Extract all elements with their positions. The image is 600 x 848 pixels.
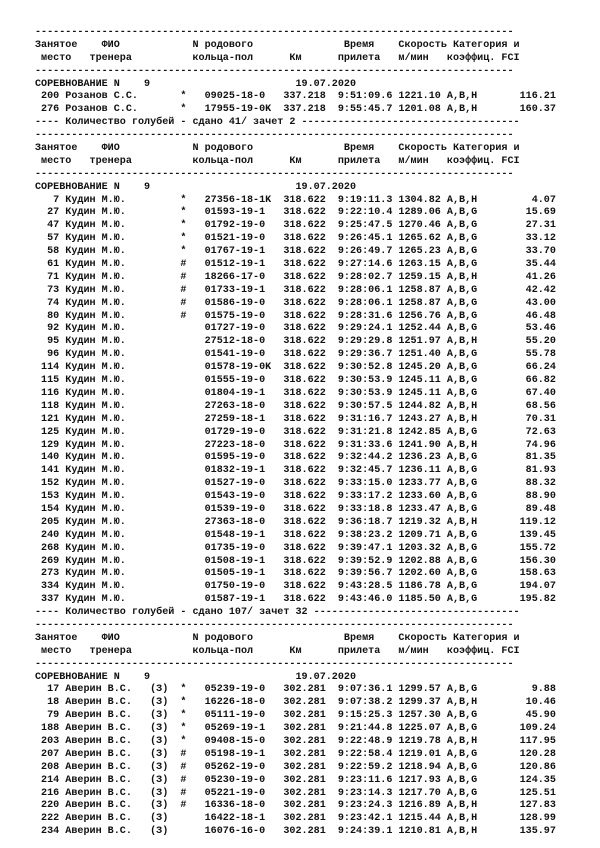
result-row: 47 Кудин М.Ю. * 01792-19-0 318.622 9:25:47.5 1270.46 A,B,G 27.31 (35, 220, 556, 232)
competition-title: СОРЕВНОВАНИЕ N 9 19.07.2020 (35, 181, 357, 193)
section-summary: ---- Количество голубей - сдано 107/ зачет 32 ---------------------------------- (35, 607, 520, 619)
result-row: 27 Кудин М.Ю. * 01593-19-1 318.622 9:22:10.4 1289.06 A,B,G 15.69 (35, 207, 556, 219)
competition-title: СОРЕВНОВАНИЕ N 9 19.07.2020 (35, 671, 357, 683)
result-row: 129 Кудин М.Ю. 27223-18-0 318.622 9:31:33.6 1241.90 A,B,H 74.96 (35, 439, 556, 451)
result-row: 95 Кудин М.Ю. 27512-18-0 318.622 9:29:29.8 1251.97 A,B,H 55.20 (35, 336, 556, 348)
result-row: 273 Кудин М.Ю. 01505-19-1 318.622 9:39:56.7 1202.60 A,B,G 158.63 (35, 568, 556, 580)
result-row: 115 Кудин М.Ю. 01555-19-0 318.622 9:30:53.9 1245.11 A,B,G 66.82 (35, 375, 556, 387)
result-row: 92 Кудин М.Ю. 01727-19-0 318.622 9:29:24.1 1252.44 A,B,G 53.46 (35, 323, 556, 335)
result-row: 222 Аверин В.С. (З) 16422-18-1 302.281 9:23:42.1 1215.44 A,B,H 128.99 (35, 813, 556, 825)
result-row: 116 Кудин М.Ю. 01804-19-1 318.622 9:30:53.9 1245.11 A,B,G 67.40 (35, 387, 556, 399)
result-row: 80 Кудин М.Ю. # 01575-19-0 318.622 9:28:31.6 1256.76 A,B,G 46.48 (35, 310, 556, 322)
header-line-1: Занятое ФИО N родового Время Скорость Категория и (35, 39, 520, 51)
competition-title: СОРЕВНОВАНИЕ N 9 19.07.2020 (35, 78, 357, 90)
result-row: 118 Кудин М.Ю. 27263-18-0 318.622 9:30:57.5 1244.82 A,B,H 68.56 (35, 400, 556, 412)
result-row: 57 Кудин М.Ю. * 01521-19-0 318.622 9:26:45.1 1265.62 A,B,G 33.12 (35, 233, 556, 245)
result-row: 79 Аверин В.С. (З) * 05111-19-0 302.281 9:15:25.3 1257.30 A,B,G 45.90 (35, 710, 556, 722)
result-row: 58 Кудин М.Ю. * 01767-19-1 318.622 9:26:49.7 1265.23 A,B,G 33.70 (35, 246, 556, 258)
header-rule-bottom: ------------------------------------------------------------------------------- (35, 658, 514, 670)
result-row: 200 Розанов С.С. * 09025-18-0 337.218 9:51:09.6 1221.10 A,B,H 116.21 (35, 91, 556, 103)
header-rule-top: ------------------------------------------------------------------------------- (35, 619, 514, 631)
section-summary: ---- Количество голубей - сдано 41/ зачет 2 ------------------------------------ (35, 117, 520, 129)
result-row: 71 Кудин М.Ю. # 18266-17-0 318.622 9:28:02.7 1259.15 A,B,H 41.26 (35, 271, 556, 283)
result-row: 61 Кудин М.Ю. # 01512-19-1 318.622 9:27:14.6 1263.15 A,B,G 35.44 (35, 259, 556, 271)
result-row: 220 Аверин В.С. (З) # 16336-18-0 302.281 9:23:24.3 1216.89 A,B,H 127.83 (35, 800, 556, 812)
header-rule-bottom: ------------------------------------------------------------------------------- (35, 65, 514, 77)
result-row: 205 Кудин М.Ю. 27363-18-0 318.622 9:36:18.7 1219.32 A,B,H 119.12 (35, 516, 556, 528)
result-row: 208 Аверин В.С. (З) # 05262-19-0 302.281 9:22:59.2 1218.94 A,B,G 120.86 (35, 761, 556, 773)
result-row: 207 Аверин В.С. (З) # 05198-19-1 302.281 9:22:58.4 1219.01 A,B,G 120.28 (35, 748, 556, 760)
result-row: 214 Аверин В.С. (З) # 05230-19-0 302.281 9:23:11.6 1217.93 A,B,G 124.35 (35, 774, 556, 786)
header-line-1: Занятое ФИО N родового Время Скорость Категория и (35, 632, 520, 644)
results-page (35, 27, 595, 839)
header-rule-bottom: ------------------------------------------------------------------------------- (35, 168, 514, 180)
result-row: 152 Кудин М.Ю. 01527-19-0 318.622 9:33:15.0 1233.77 A,B,G 88.32 (35, 478, 556, 490)
result-row: 114 Кудин М.Ю. 01578-19-0K 318.622 9:30:52.8 1245.20 A,B,G 66.24 (35, 362, 556, 374)
section-2 (35, 130, 595, 620)
result-row: 73 Кудин М.Ю. # 01733-19-1 318.622 9:28:06.1 1258.87 A,B,G 42.42 (35, 284, 556, 296)
header-line-2: место тренера кольца-пол Км прилета м/мин коэффиц. FCI (35, 645, 520, 657)
result-row: 276 Розанов С.С. * 17955-19-0K 337.218 9:55:45.7 1201.08 A,B,H 160.37 (35, 104, 556, 116)
result-row: 334 Кудин М.Ю. 01750-19-0 318.622 9:43:28.5 1186.78 A,B,G 194.07 (35, 581, 556, 593)
result-row: 7 Кудин М.Ю. * 27356-18-1K 318.622 9:19:11.3 1304.82 A,B,H 4.07 (35, 194, 556, 206)
result-row: 240 Кудин М.Ю. 01548-19-1 318.622 9:38:23.2 1209.71 A,B,G 139.45 (35, 529, 556, 541)
result-row: 337 Кудин М.Ю. 01587-19-1 318.622 9:43:46.0 1185.50 A,B,G 195.82 (35, 594, 556, 606)
result-row: 96 Кудин М.Ю. 01541-19-0 318.622 9:29:36.7 1251.40 A,B,G 55.78 (35, 349, 556, 361)
result-row: 268 Кудин М.Ю. 01735-19-0 318.622 9:39:47.1 1203.32 A,B,G 155.72 (35, 542, 556, 554)
result-row: 140 Кудин М.Ю. 01595-19-0 318.622 9:32:44.2 1236.23 A,B,G 81.35 (35, 452, 556, 464)
result-row: 17 Аверин В.С. (З) * 05239-19-0 302.281 9:07:36.1 1299.57 A,B,G 9.88 (35, 684, 556, 696)
result-row: 121 Кудин М.Ю. 27259-18-1 318.622 9:31:16.7 1243.27 A,B,H 70.31 (35, 413, 556, 425)
result-row: 141 Кудин М.Ю. 01832-19-1 318.622 9:32:45.7 1236.11 A,B,G 81.93 (35, 465, 556, 477)
header-line-2: место тренера кольца-пол Км прилета м/мин коэффиц. FCI (35, 52, 520, 64)
result-row: 154 Кудин М.Ю. 01539-19-0 318.622 9:33:18.8 1233.47 A,B,G 89.48 (35, 503, 556, 515)
result-row: 188 Аверин В.С. (З) * 05269-19-1 302.281 9:21:44.8 1225.07 A,B,G 109.24 (35, 723, 556, 735)
header-line-1: Занятое ФИО N родового Время Скорость Категория и (35, 143, 520, 155)
result-row: 216 Аверин В.С. (З) # 05221-19-0 302.281 9:23:14.3 1217.70 A,B,G 125.51 (35, 787, 556, 799)
result-row: 203 Аверин В.С. (З) * 09408-15-0 302.281 9:22:48.9 1219.78 A,B,H 117.95 (35, 735, 556, 747)
result-row: 269 Кудин М.Ю. 01508-19-1 318.622 9:39:52.9 1202.88 A,B,G 156.30 (35, 555, 556, 567)
result-row: 153 Кудин М.Ю. 01543-19-0 318.622 9:33:17.2 1233.60 A,B,G 88.90 (35, 491, 556, 503)
result-row: 74 Кудин М.Ю. # 01586-19-0 318.622 9:28:06.1 1258.87 A,B,G 43.00 (35, 297, 556, 309)
header-rule-top: ------------------------------------------------------------------------------- (35, 27, 514, 38)
result-row: 125 Кудин М.Ю. 01729-19-0 318.622 9:31:21.8 1242.85 A,B,G 72.63 (35, 426, 556, 438)
header-rule-top: ------------------------------------------------------------------------------- (35, 130, 514, 142)
header-line-2: место тренера кольца-пол Км прилета м/мин коэффиц. FCI (35, 155, 520, 167)
result-row: 234 Аверин В.С. (З) 16076-16-0 302.281 9:24:39.1 1210.81 A,B,H 135.97 (35, 826, 556, 838)
section-1 (35, 27, 595, 130)
result-row: 18 Аверин В.С. (З) * 16226-18-0 302.281 9:07:38.2 1299.37 A,B,H 10.46 (35, 697, 556, 709)
section-3 (35, 620, 595, 839)
